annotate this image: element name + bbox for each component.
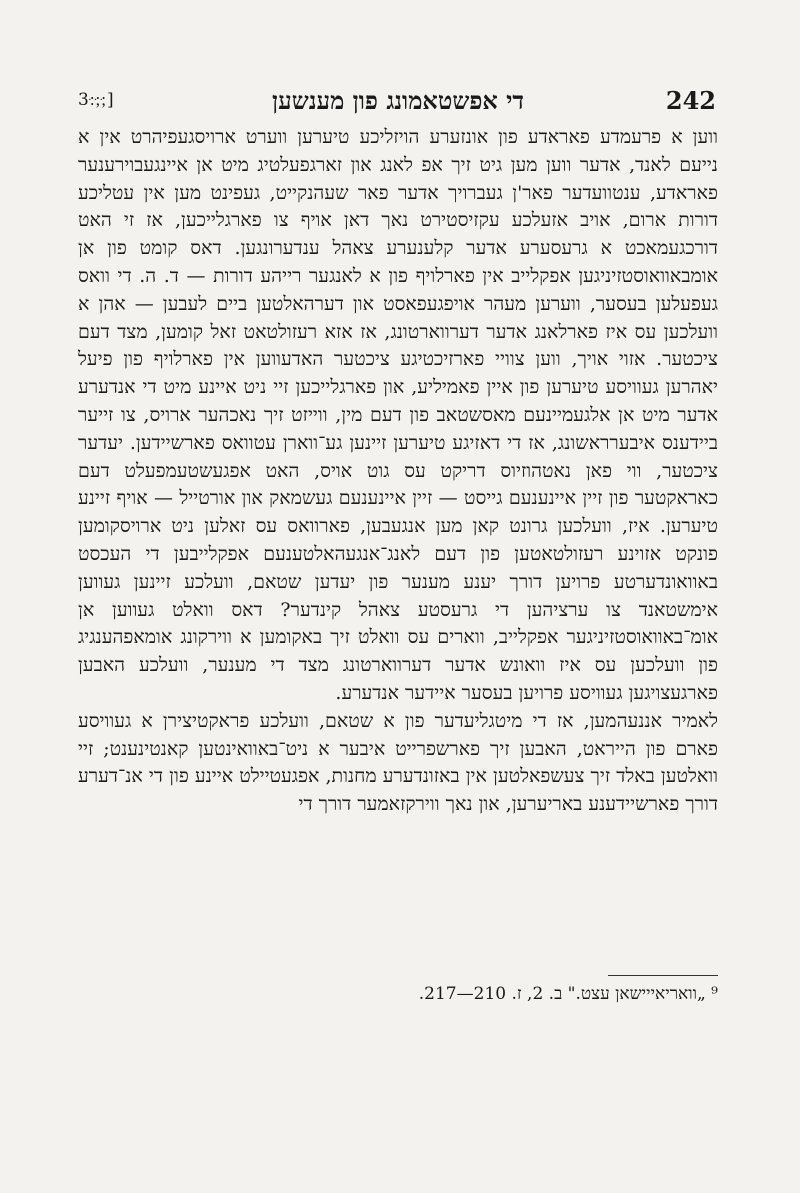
running-title: די אפשטאמונג פון מענשען bbox=[272, 86, 524, 115]
footnote-rule bbox=[608, 975, 718, 976]
section-mark: 3:ּ;ּ;ּ] bbox=[78, 90, 115, 110]
body-text bbox=[78, 124, 718, 819]
footnote: ⁹ „וואריאייישאן עצט." ב. 2, ז. 210—217. bbox=[418, 984, 718, 1004]
page-number: 242 bbox=[665, 86, 716, 115]
running-header bbox=[78, 84, 718, 120]
book-page bbox=[78, 0, 718, 1193]
paragraph: לאמיר אננעהמען, אז די מיטגליעדער פון א שטאם, וועלכע פראקטיצירן א געוויסע פארם פון הייראט, האבען זיך פארשפרייט איבער א ניט־באוואינטען קאנטינענט; זיי וואלטען באלד זיך צעשפאלטען אין באזונדערע מחנות, אפגעטיילט איינע פון די אנ־דערע דורך פארשיידענע באריערען, און נאך ווירקזאמער דורך די bbox=[78, 709, 718, 816]
paragraph: ווען א פרעמדע פאראדע פון אונזערע הויזליכע טיערען ווערט ארויסגעפיהרט אין א נייעם לאנד, אדער ווען מען גיט זיך אפ לאנג און זארגפעלטיג מיט אן איינגעבוירענער פאראדע, ענטוועדער פאר'ן געברויך אדער פאר שעהנקייט, געפינט מען אין עטליכע דורות ארום, אויב אזעלכע עקזיסטירט נאך דאן אויף צו פארגלייכען, אז זי האט דורכגעמאכט א גרעסערע אדער קלענערע צאהל ענדערונגען. דאס קומט פון אן אומבאוואוסטזיניגען אפקלייב אין פארלויף פון א לאנגער רייהע דורות — ד. ה. די וואס געפעלען בעסער, ווערען מעהר אויפגעפאסט און דערהאלטען ביים לעבען — אהן א וועלכען עס איז פארלאנג אדער דערווארטונג, אז אזא רעזולטאט זאל קומען, מצד דעם ציכטער. אזוי אויך, ווען צוויי פארזיכטיגע ציכטער האדעווען אין פארלויף פון פיעל יאהרען געוויסע טיערען פון איין פאמיליע, און פארגלייכען זיי ניט איינע מיט די אנדערע אדער מיט אן אלגעמיינעם מאסשטאב פון דעם מין, ווייזט זיך נאכהער ארויס, צו זייער ביידענס איבערראשונג, אז די דאזיגע טיערען זיינען גע־ווארן עטוואס פארשיידען. יעדער ציכטער, ווי פאן נאטהוזיוס דריקט עס גוט אויס, האט אפגעשטעמפעלט דעם כאראקטער פון זיין איינענעם גייסט — זיין איינענעם געשמאק און אורטייל — אויף זיינע טיערען. איז, וועלכען גרונט קאן מען אנגעבען, פארוואס עס זאלען ניט ארויסקומען פונקט אזוינע רעזולטאטען פון דעם לאנג־אנגעהאלטענעם אפקלייבען די העכסט באוואונדערטע פרויען דורך יענע מענער פון יעדען שטאם, וועלכע זיינען געווען אימשטאנד צו ערציהען די גרעסטע צאהל קינדער? דאס וואלט געווען אן אומ־באוואוסטזיניגער אפקלייב, ווארים עס וואלט זיך באקומען א ווירקונג אומאפהענגיג פון וועלכען עס איז וואונש אדער דערווארטונג מצד די מענער, וועלכע האבען פארגעצויגען געוויסע פרויען בעסער איידער אנדערע. bbox=[78, 126, 718, 704]
